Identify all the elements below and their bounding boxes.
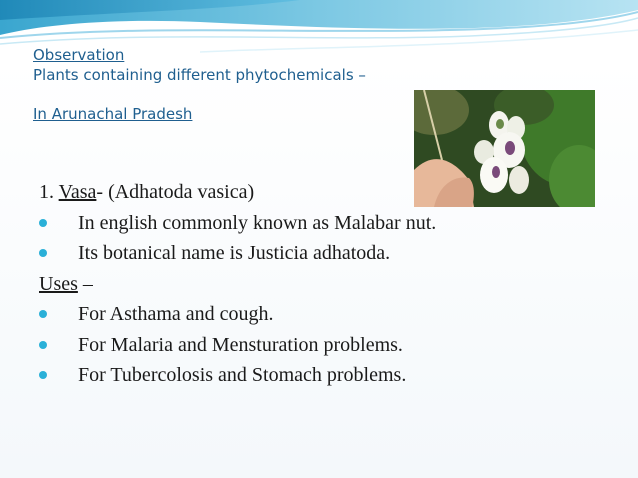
bullet-text: For Malaria and Mensturation problems. <box>78 333 403 356</box>
list-item <box>39 360 619 391</box>
slide-body <box>39 177 619 391</box>
bullet-text: For Asthama and cough. <box>78 303 274 325</box>
subtitle-text: Plants containing different phytochemicals – <box>33 66 366 84</box>
bullet-text: In english commonly known as Malabar nut. <box>78 211 437 234</box>
bullet-text: Its botanical name is Justicia adhatoda. <box>78 242 391 264</box>
slide-header <box>33 45 366 124</box>
heading-rest: - (Adhatoda vasica) <box>96 181 255 203</box>
bullet-icon <box>39 371 47 379</box>
list-item <box>39 238 619 269</box>
vasa-link[interactable]: Vasa <box>58 181 97 203</box>
uses-heading <box>39 269 619 300</box>
bullet-icon <box>39 219 47 227</box>
bullet-icon <box>39 341 47 349</box>
heading-number: 1. <box>39 181 54 203</box>
list-item <box>39 208 619 239</box>
bullet-text: For Tubercolosis and Stomach problems. <box>78 364 407 386</box>
plant-heading <box>39 177 619 208</box>
region-title: In Arunachal Pradesh <box>33 105 193 123</box>
list-item <box>39 299 619 330</box>
observation-title: Observation <box>33 46 125 64</box>
list-item <box>39 330 619 361</box>
bullet-icon <box>39 310 47 318</box>
bullet-icon <box>39 249 47 257</box>
uses-label: Uses <box>39 272 78 295</box>
uses-dash: – <box>77 272 93 295</box>
